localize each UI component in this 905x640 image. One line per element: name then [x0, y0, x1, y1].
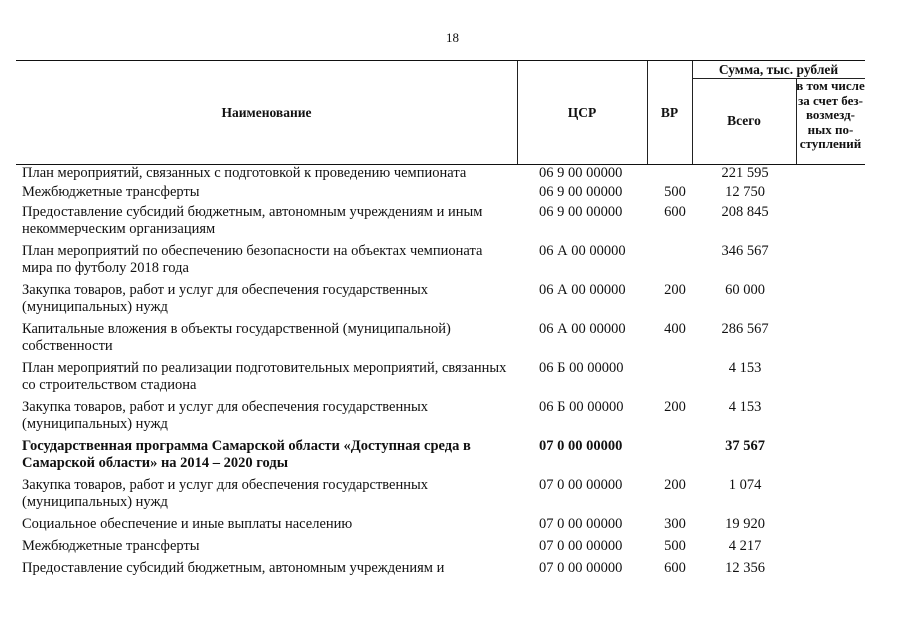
table-header [16, 60, 865, 165]
row-sum: 1 074 [728, 477, 762, 493]
row-name: Закупка товаров, работ и услуг для обеспечения государственных (муниципальных) нужд [22, 282, 429, 315]
row-vr: 600 [664, 560, 686, 576]
row-vr: 300 [664, 516, 686, 532]
header-gratuitous [796, 79, 865, 152]
row-sum: 19 920 [725, 516, 765, 532]
table-row [0, 477, 905, 516]
row-sum: 60 000 [725, 282, 765, 298]
row-csr: 06 А 00 00000 [539, 282, 626, 298]
row-name: Предоставление субсидий бюджетным, автономным учреждениям и иным некоммерческим организациям [22, 204, 483, 237]
header-sum-group: Сумма, тыс. рублей [718, 61, 839, 77]
row-csr: 06 Б 00 00000 [539, 399, 624, 415]
table-row [0, 165, 905, 184]
row-sum: 4 153 [728, 399, 762, 415]
table-row [0, 243, 905, 282]
header-vr: ВР [660, 104, 679, 120]
row-vr: 500 [664, 184, 686, 200]
row-name: Межбюджетные трансферты [22, 184, 200, 200]
row-csr: 06 9 00 00000 [539, 184, 623, 200]
row-vr: 200 [664, 477, 686, 493]
row-csr: 07 0 00 00000 [539, 438, 623, 454]
row-name: Социальное обеспечение и иные выплаты населению [22, 516, 353, 532]
row-csr: 06 9 00 00000 [539, 204, 623, 220]
row-sum: 221 595 [721, 165, 769, 181]
row-csr: 06 А 00 00000 [539, 321, 626, 337]
table-row [0, 184, 905, 204]
table-row [0, 399, 905, 438]
table-row [0, 321, 905, 360]
row-vr: 600 [664, 204, 686, 220]
page-number: 18 [446, 30, 459, 45]
row-sum: 37 567 [725, 438, 765, 454]
row-name: Государственная программа Самарской области «Доступная среда в Самарской области» на 2014 – 2020 годы [22, 438, 471, 471]
row-sum: 4 217 [728, 538, 762, 554]
row-csr: 07 0 00 00000 [539, 477, 623, 493]
row-name: Закупка товаров, работ и услуг для обеспечения государственных (муниципальных) нужд [22, 477, 429, 510]
row-sum: 286 567 [721, 321, 769, 337]
header-gratuitous-line: в том числе [796, 78, 865, 93]
header-name: Наименование [221, 104, 312, 120]
row-name: План мероприятий, связанных с подготовкой к проведению чемпионата [22, 165, 467, 181]
row-csr: 06 А 00 00000 [539, 243, 626, 259]
table-body [0, 165, 905, 580]
row-sum: 346 567 [721, 243, 769, 259]
row-sum: 208 845 [721, 204, 769, 220]
row-csr: 06 9 00 00000 [539, 165, 623, 181]
table-row [0, 560, 905, 580]
table-row [0, 282, 905, 321]
row-vr: 200 [664, 399, 686, 415]
row-name: План мероприятий по реализации подготовительных мероприятий, связанных со строительством стадиона [22, 360, 507, 393]
header-gratuitous-line: ступлений [799, 136, 862, 151]
row-csr: 07 0 00 00000 [539, 560, 623, 576]
row-sum: 4 153 [728, 360, 762, 376]
table-row [0, 538, 905, 560]
header-gratuitous-line: возмезд- [806, 107, 855, 122]
row-vr: 400 [664, 321, 686, 337]
table-row [0, 204, 905, 243]
row-vr: 200 [664, 282, 686, 298]
row-csr: 06 Б 00 00000 [539, 360, 624, 376]
row-name: Закупка товаров, работ и услуг для обеспечения государственных (муниципальных) нужд [22, 399, 429, 432]
header-gratuitous-line: за счет без- [798, 92, 863, 108]
row-name: План мероприятий по обеспечению безопасности на объектах чемпионата мира по футболу 2018 года [22, 243, 483, 276]
table-row [0, 360, 905, 399]
row-name: Капитальные вложения в объекты государственной (муниципальной) собственности [22, 321, 451, 354]
row-name: Межбюджетные трансферты [22, 538, 200, 554]
row-sum: 12 750 [725, 184, 765, 200]
table-row [0, 516, 905, 538]
row-csr: 07 0 00 00000 [539, 516, 623, 532]
row-vr: 500 [664, 538, 686, 554]
header-total: Всего [727, 113, 761, 128]
row-sum: 12 356 [725, 560, 765, 576]
header-gratuitous-line: ных по- [807, 121, 854, 137]
row-csr: 07 0 00 00000 [539, 538, 623, 554]
header-csr: ЦСР [567, 104, 597, 120]
row-name: Предоставление субсидий бюджетным, автономным учреждениям и [22, 560, 445, 576]
table-row-program [0, 438, 905, 477]
